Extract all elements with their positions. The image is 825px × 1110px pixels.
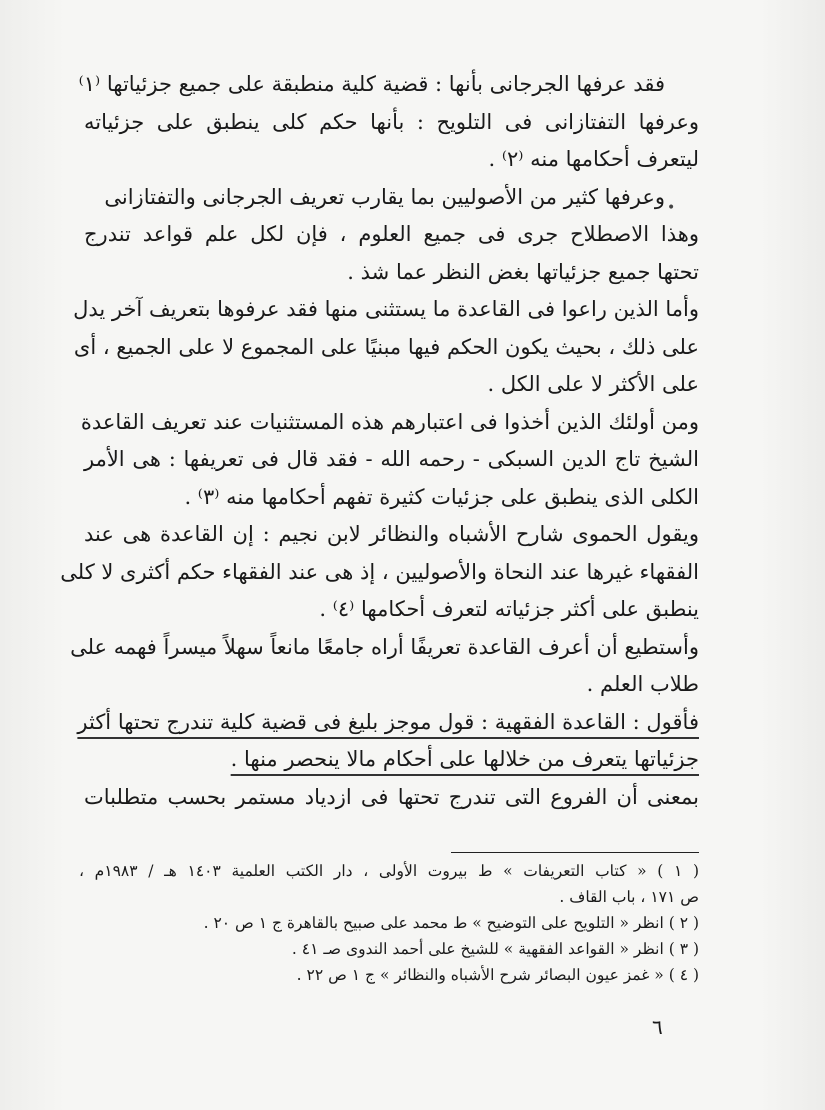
- underlined-definition-line: فأقول : القاعدة الفقهية : قول موجز بليغ فى قضية كلية تندرج تحتها أكثر: [77, 709, 699, 734]
- text-line: الشيخ تاج الدين السبكى - رحمه الله - فقد قال فى تعريفها : هى الأمر: [84, 447, 699, 471]
- text-line: وأستطيع أن أعرف القاعدة تعريفًا أراه جامعًا مانعاً سهلاً ميسراً فهمه على: [70, 634, 699, 659]
- stray-mark: •: [667, 200, 676, 216]
- underlined-definition-line: جزئياتها يتعرف من خلالها على أحكام مالا ينحصر منها .: [230, 747, 699, 771]
- text-line: وهذا الاصطلاح جرى فى جميع العلوم ، فإن لكل علم قواعد تندرج: [84, 222, 699, 246]
- page-number: ٦: [652, 1015, 663, 1039]
- footnote-line: ( ١ ) « كتاب التعريفات » ط بيروت الأولى ، دار الكتب العلمية ١٤٠٣ هـ / ١٩٨٣م ،: [79, 862, 700, 880]
- text-line: على ذلك ، بحيث يكون الحكم فيها مبنيًا على المجموع لا على الجميع ، أى: [73, 334, 699, 359]
- text-line: وعرفها التفتازانى فى التلويح : بأنها حكم كلى ينطبق على جزئياته: [84, 109, 699, 134]
- footnote-line: ( ٣ ) انظر « القواعد الفقهية » للشيخ على أحمد الندوى صـ ٤١ .: [291, 940, 699, 958]
- text-line: ينطبق على أكثر جزئياته لتعرف أحكامها ⁽٤⁾ .: [319, 597, 699, 621]
- footnote-line: ( ٤ ) « غمز عيون البصائر شرح الأشباه والنظائر » ج ١ ص ٢٢ .: [296, 966, 699, 984]
- footnotes-block: [79, 858, 699, 988]
- text-line: ليتعرف أحكامها منه ⁽٢⁾ .: [488, 147, 699, 171]
- footnote-separator: [451, 852, 699, 853]
- text-line: ومن أولئك الذين أخذوا فى اعتبارهم هذه المستثنيات عند تعريف القاعدة: [80, 409, 699, 434]
- text-line: طلاب العلم .: [586, 672, 699, 696]
- text-line: وعرفها كثير من الأصوليين بما يقارب تعريف الجرجانى والتفتازانى: [104, 184, 665, 209]
- footnote-line: ( ٢ ) انظر « التلويح على التوضيح » ط محمد على صبيح بالقاهرة ج ١ ص ٢٠ .: [203, 914, 699, 932]
- text-line: الكلى الذى ينطبق على جزئيات كثيرة تفهم أحكامها منه ⁽٣⁾ .: [184, 484, 699, 509]
- text-line: وأما الذين راعوا فى القاعدة ما يستثنى منها فقد عرفوها بتعريف آخر يدل: [73, 297, 699, 321]
- text-line: تحتها جميع جزئياتها بغض النظر عما شذ .: [347, 259, 699, 284]
- text-line: على الأكثر لا على الكل .: [487, 372, 699, 396]
- main-text-block: [60, 66, 699, 816]
- text-line: بمعنى أن الفروع التى تندرج تحتها فى ازدياد مستمر بحسب متطلبات: [84, 784, 699, 809]
- text-line: الفقهاء غيرها عند النحاة والأصوليين ، إذ هى عند الفقهاء حكم أكثرى لا كلى: [60, 559, 699, 584]
- footnote-line: ص ١٧١ ، باب القاف .: [559, 888, 699, 906]
- text-line: ويقول الحموى شارح الأشباه والنظائر لابن نجيم : إن القاعدة هى عند: [84, 522, 699, 546]
- text-line: فقد عرفها الجرجانى بأنها : قضية كلية منطبقة على جميع جزئياتها ⁽١⁾: [78, 72, 665, 96]
